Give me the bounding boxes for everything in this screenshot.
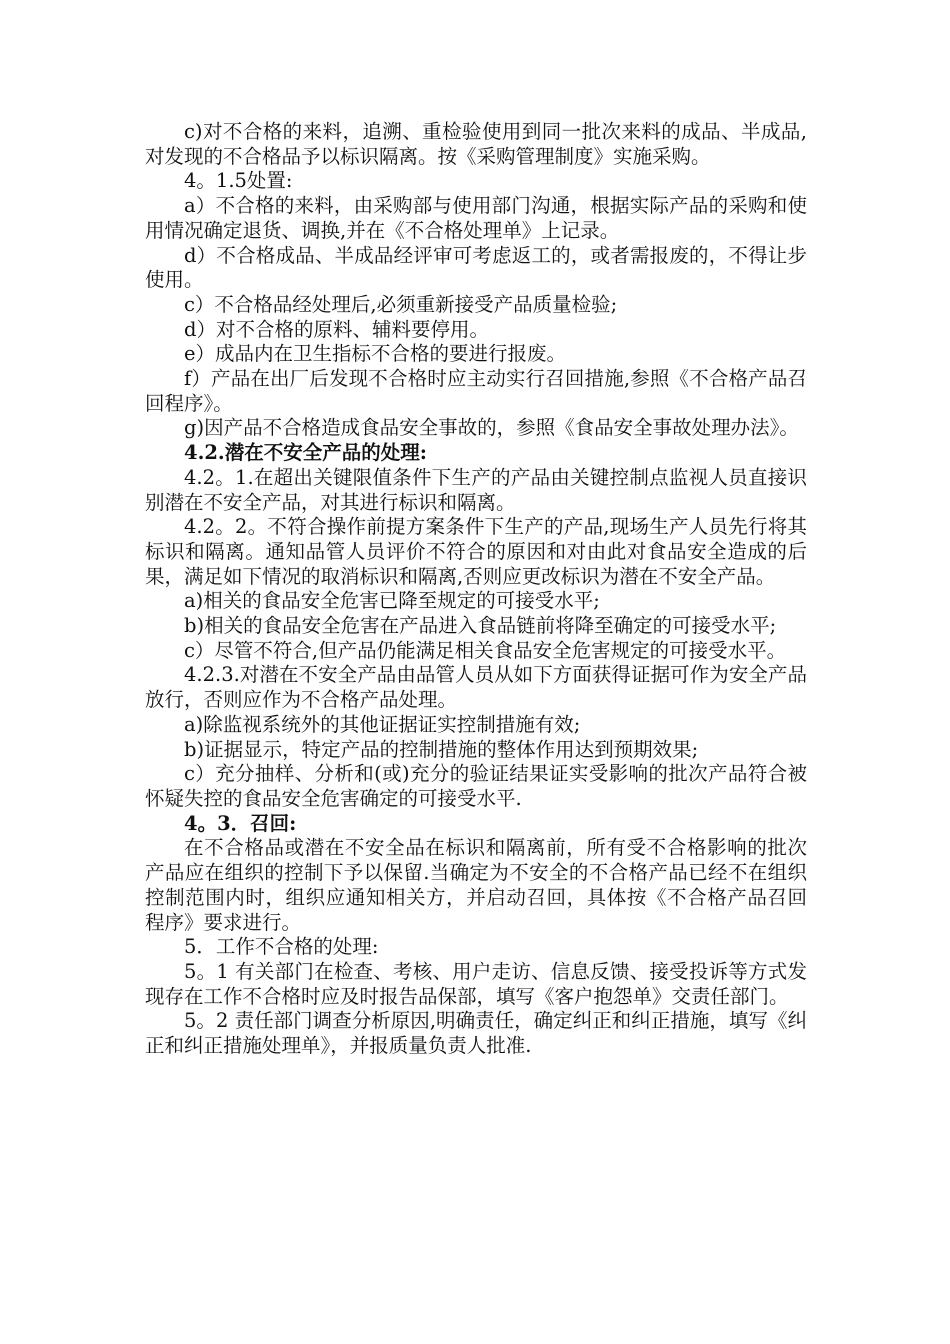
paragraph: g)因产品不合格造成食品安全事故的，参照《食品安全事故处理办法》。 [184, 416, 799, 440]
paragraph: c)对不合格的来料，追溯、重检验使用到同一批次来料的成品、半成品,对发现的不合格品予以标识隔离。按《采购管理制度》实施采购。 [145, 120, 807, 168]
paragraph: e）成品内在卫生指标不合格的要进行报废。 [184, 342, 567, 366]
section-heading: 4.2.潜在不安全产品的处理: [184, 441, 427, 465]
paragraph: 5。1 有关部门在检查、考核、用户走访、信息反馈、接受投诉等方式发现存在工作不合格时应及时报告品保部，填写《客户抱怨单》交责任部门。 [145, 959, 807, 1008]
section-number: 4。1.5处置: [184, 169, 293, 193]
paragraph: 在不合格品或潜在不安全品在标识和隔离前，所有受不合格影响的批次产品应在组织的控制下予以保留.当确定为不安全的不合格产品已经不在组织控制范围内时，组织应通知相关方，并启动召回，具体按《不合格产品召回程序》要求进行。 [145, 836, 807, 934]
paragraph: 4.2。2。不符合操作前提方案条件下生产的产品,现场生产人员先行将其标识和隔离。通知品管人员评价不符合的原因和对由此对食品安全造成的后果，满足如下情况的取消标识和隔离,否则应更改标识为潜在不安全产品。 [145, 515, 807, 588]
paragraph: a)相关的食品安全危害已降至规定的可接受水平; [184, 589, 600, 613]
paragraph: b)相关的食品安全危害在产品进入食品链前将降至确定的可接受水平; [184, 614, 777, 638]
paragraph: f）产品在出厂后发现不合格时应主动实行召回措施,参照《不合格产品召回程序》。 [145, 367, 807, 415]
paragraph: d）不合格成品、半成品经评审可考虑返工的，或者需报废的，不得让步使用。 [145, 243, 807, 292]
section-heading: 4。3．召回: [184, 811, 297, 835]
paragraph: c）充分抽样、分析和(或)充分的验证结果证实受影响的批次产品符合被怀疑失控的食品安全危害确定的可接受水平. [145, 762, 807, 810]
section-heading: 5．工作不合格的处理: [184, 935, 379, 959]
paragraph: c）不合格品经处理后,必须重新接受产品质量检验; [184, 292, 618, 316]
document-page [145, 120, 807, 1059]
paragraph: d）对不合格的原料、辅料要停用。 [184, 317, 489, 341]
paragraph: 4.2。1.在超出关键限值条件下生产的产品由关键控制点监视人员直接识别潜在不安全产品，对其进行标识和隔离。 [145, 465, 807, 514]
paragraph: b)证据显示，特定产品的控制措施的整体作用达到预期效果; [184, 737, 699, 761]
paragraph: a）不合格的来料，由采购部与使用部门沟通，根据实际产品的采购和使用情况确定退货、调换,并在《不合格处理单》上记录。 [145, 194, 807, 242]
paragraph: 4.2.3.对潜在不安全产品由品管人员从如下方面获得证据可作为安全产品放行，否则应作为不合格产品处理。 [145, 663, 807, 712]
paragraph: c）尽管不符合,但产品仍能满足相关食品安全危害规定的可接受水平。 [184, 638, 787, 662]
paragraph: a)除监视系统外的其他证据证实控制措施有效; [184, 712, 581, 736]
paragraph: 5。2 责任部门调查分析原因,明确责任，确定纠正和纠正措施，填写《纠正和纠正措施处理单》，并报质量负责人批准. [145, 1009, 807, 1058]
